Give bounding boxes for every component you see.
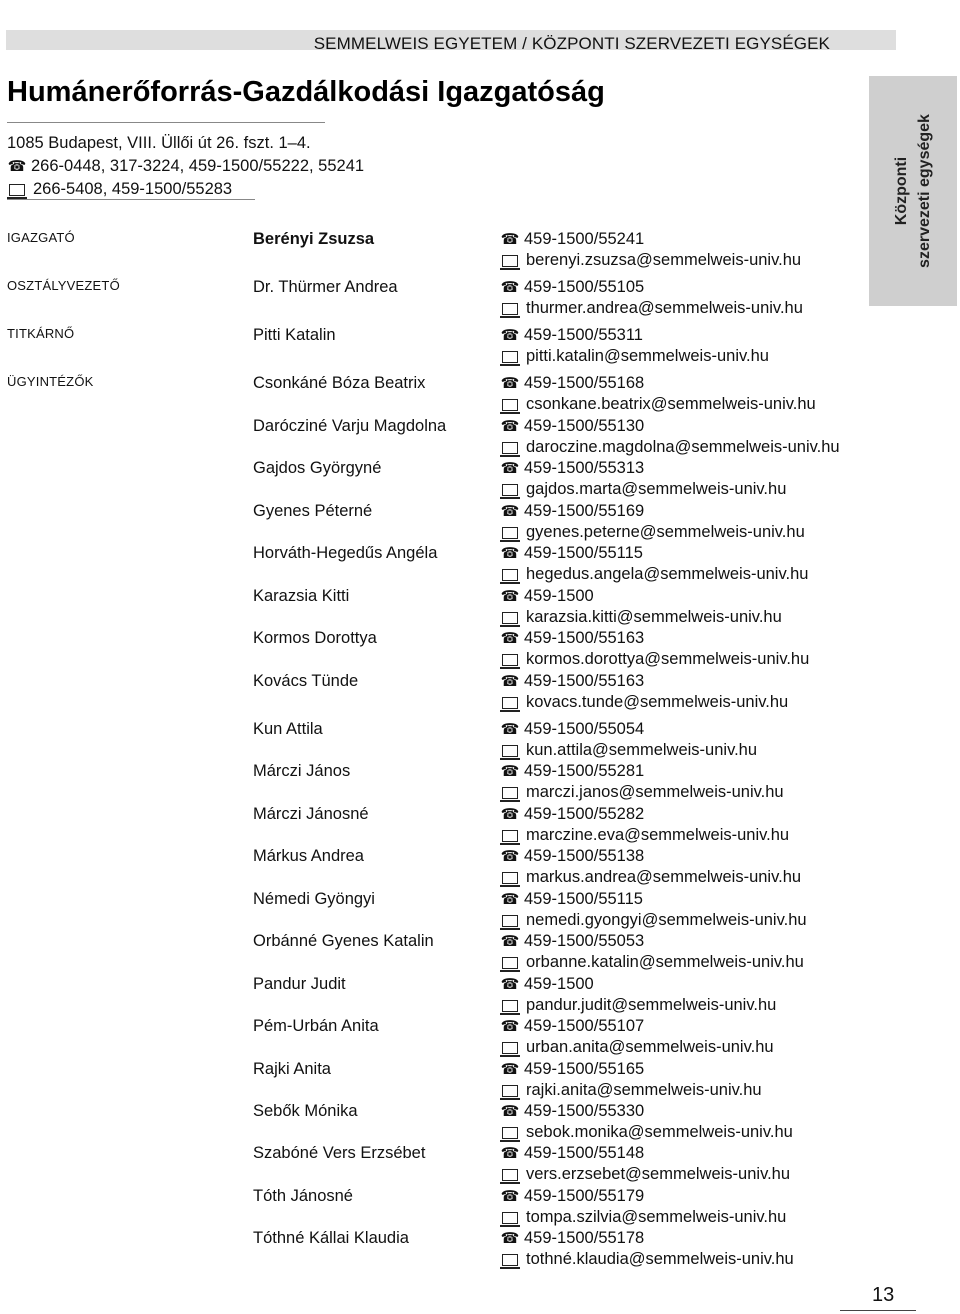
staff-email[interactable] <box>500 693 788 712</box>
computer-icon <box>502 1042 518 1054</box>
staff-email[interactable] <box>500 395 816 414</box>
staff-email[interactable] <box>500 1250 794 1269</box>
staff-email-address[interactable]: csonkane.beatrix@semmelweis-univ.hu <box>526 395 816 413</box>
staff-email[interactable] <box>500 251 801 270</box>
staff-name: Kormos Dorottya <box>253 629 377 647</box>
computer-icon <box>502 787 518 799</box>
staff-email-address[interactable]: daroczine.magdolna@semmelweis-univ.hu <box>526 438 840 456</box>
staff-name: Rajki Anita <box>253 1060 331 1078</box>
header-bar <box>6 30 896 53</box>
phone-icon: ☎ <box>500 933 520 950</box>
staff-email[interactable] <box>500 650 809 669</box>
staff-name: Karazsia Kitti <box>253 587 350 605</box>
phone-icon: ☎ <box>500 1061 520 1078</box>
phone-icon: ☎ <box>500 848 520 865</box>
staff-row <box>0 278 860 322</box>
title-divider <box>7 122 325 123</box>
staff-email-address[interactable]: sebok.monika@semmelweis-univ.hu <box>526 1123 793 1141</box>
staff-phone <box>500 1187 644 1206</box>
phone-icon: ☎ <box>500 1230 520 1247</box>
page-number-rule <box>840 1310 916 1311</box>
phone-icon: ☎ <box>500 545 520 562</box>
phone-icon: ☎ <box>500 721 520 738</box>
computer-icon <box>502 1212 518 1224</box>
staff-phone-number: 459-1500/55313 <box>524 459 645 477</box>
staff-phone-number: 459-1500/55138 <box>524 847 645 865</box>
staff-email-address[interactable]: vers.erzsebet@semmelweis-univ.hu <box>526 1165 791 1183</box>
staff-email-address[interactable]: kormos.dorottya@semmelweis-univ.hu <box>526 650 810 668</box>
fax-line <box>7 180 232 199</box>
computer-icon <box>502 957 518 969</box>
computer-icon <box>502 830 518 842</box>
computer-icon <box>502 569 518 581</box>
staff-phone <box>500 805 644 824</box>
staff-email[interactable] <box>500 826 789 845</box>
staff-phone-number: 459-1500/55179 <box>524 1187 645 1205</box>
phone-icon: ☎ <box>500 418 520 435</box>
staff-name: Márczi Jánosné <box>253 805 369 823</box>
staff-phone-number: 459-1500/55168 <box>524 374 645 392</box>
staff-email-address[interactable]: thurmer.andrea@semmelweis-univ.hu <box>526 299 803 317</box>
staff-phone <box>500 278 644 297</box>
staff-phone-number: 459-1500/55163 <box>524 672 645 690</box>
fax-numbers: 266-5408, 459-1500/55283 <box>33 180 233 198</box>
staff-phone-number: 459-1500/55105 <box>524 278 645 296</box>
staff-email[interactable] <box>500 1081 762 1100</box>
staff-phone-number: 459-1500/55178 <box>524 1229 645 1247</box>
staff-phone <box>500 672 644 691</box>
staff-email[interactable] <box>500 480 786 499</box>
computer-icon <box>502 654 518 666</box>
staff-row <box>0 587 860 631</box>
staff-row <box>0 1102 860 1146</box>
phone-icon: ☎ <box>500 279 520 296</box>
staff-name: Orbánné Gyenes Katalin <box>253 932 434 950</box>
staff-email-address[interactable]: kun.attila@semmelweis-univ.hu <box>526 741 758 759</box>
computer-icon <box>502 1000 518 1012</box>
staff-row <box>0 932 860 976</box>
computer-icon <box>502 872 518 884</box>
staff-row <box>0 1187 860 1231</box>
staff-phone <box>500 544 643 563</box>
phone-icon: ☎ <box>500 460 520 477</box>
computer-icon <box>502 255 518 267</box>
phone-icon: ☎ <box>500 976 520 993</box>
staff-phone-number: 459-1500/55148 <box>524 1144 645 1162</box>
staff-phone <box>500 459 644 478</box>
staff-name: Márkus Andrea <box>253 847 364 865</box>
staff-email[interactable] <box>500 1208 786 1227</box>
staff-email[interactable] <box>500 953 804 972</box>
staff-phone <box>500 587 594 606</box>
computer-icon <box>502 484 518 496</box>
computer-icon <box>502 612 518 624</box>
computer-icon <box>502 915 518 927</box>
side-tab-label: Központi szervezeti egységek <box>893 114 933 268</box>
staff-phone <box>500 374 644 393</box>
staff-role: IGAZGATÓ <box>7 230 75 245</box>
staff-role: TITKÁRNŐ <box>7 326 75 341</box>
staff-email[interactable] <box>500 608 782 627</box>
staff-name: Némedi Gyöngyi <box>253 890 375 908</box>
address: 1085 Budapest, VIII. Üllői út 26. fszt. 1–4. <box>7 134 311 152</box>
staff-phone <box>500 417 644 436</box>
computer-icon <box>502 745 518 757</box>
staff-phone-number: 459-1500/55311 <box>524 326 643 344</box>
staff-row <box>0 975 860 1019</box>
staff-phone <box>500 230 644 249</box>
phone-icon: ☎ <box>500 891 520 908</box>
phone-icon: ☎ <box>500 1103 520 1120</box>
staff-email-address[interactable]: gyenes.peterne@semmelweis-univ.hu <box>526 523 805 541</box>
staff-phone-number: 459-1500/55282 <box>524 805 645 823</box>
phone-icon: ☎ <box>500 763 520 780</box>
staff-email-address[interactable]: urban.anita@semmelweis-univ.hu <box>526 1038 774 1056</box>
header-text: SEMMELWEIS EGYETEM / KÖZPONTI SZERVEZETI EGYSÉGEK <box>313 34 830 53</box>
staff-row <box>0 459 860 503</box>
staff-phone <box>500 975 594 994</box>
phone-icon: ☎ <box>500 231 520 248</box>
phone-icon: ☎ <box>500 806 520 823</box>
computer-icon <box>502 1169 518 1181</box>
staff-name: Kovács Tünde <box>253 672 359 690</box>
computer-icon <box>502 1127 518 1139</box>
staff-name: Gajdos Györgyné <box>253 459 382 477</box>
computer-icon <box>502 1254 518 1266</box>
staff-name: Csonkáné Bóza Beatrix <box>253 374 426 392</box>
staff-email-address[interactable]: hegedus.angela@semmelweis-univ.hu <box>526 565 809 583</box>
staff-phone-number: 459-1500/55169 <box>524 502 645 520</box>
staff-phone-number: 459-1500 <box>524 975 594 993</box>
staff-email-address[interactable]: tompa.szilvia@semmelweis-univ.hu <box>526 1208 787 1226</box>
staff-email-address[interactable]: pitti.katalin@semmelweis-univ.hu <box>526 347 769 365</box>
staff-email-address[interactable]: marczi.janos@semmelweis-univ.hu <box>526 783 784 801</box>
staff-phone <box>500 932 644 951</box>
phone-icon: ☎ <box>500 588 520 605</box>
staff-email[interactable] <box>500 868 801 887</box>
staff-phone-number: 459-1500/55330 <box>524 1102 645 1120</box>
staff-email-address[interactable]: rajki.anita@semmelweis-univ.hu <box>526 1081 762 1099</box>
computer-icon <box>502 697 518 709</box>
staff-row <box>0 1229 860 1273</box>
staff-row <box>0 326 860 370</box>
phone-icon: ☎ <box>500 1188 520 1205</box>
staff-row <box>0 1060 860 1104</box>
staff-row <box>0 805 860 849</box>
staff-row <box>0 417 860 461</box>
staff-email-address[interactable]: berenyi.zsuzsa@semmelweis-univ.hu <box>526 251 802 269</box>
staff-name: Szabóné Vers Erzsébet <box>253 1144 426 1162</box>
computer-icon <box>502 527 518 539</box>
phone-icon: ☎ <box>500 503 520 520</box>
staff-email-address[interactable]: nemedi.gyongyi@semmelweis-univ.hu <box>526 911 807 929</box>
staff-name: Sebők Mónika <box>253 1102 358 1120</box>
staff-name: Gyenes Péterné <box>253 502 373 520</box>
staff-phone <box>500 720 644 739</box>
staff-email-address[interactable]: orbanne.katalin@semmelweis-univ.hu <box>526 953 804 971</box>
staff-name: Tóthné Kállai Klaudia <box>253 1229 409 1247</box>
phone-icon: ☎ <box>500 375 520 392</box>
staff-phone <box>500 890 643 909</box>
staff-row <box>0 672 860 716</box>
staff-phone-number: 459-1500/55054 <box>524 720 645 738</box>
staff-phone-number: 459-1500/55281 <box>524 762 645 780</box>
staff-role: OSZTÁLYVEZETŐ <box>7 278 120 293</box>
staff-email[interactable] <box>500 1038 774 1057</box>
staff-email[interactable] <box>500 783 784 802</box>
staff-email-address[interactable]: karazsia.kitti@semmelweis-univ.hu <box>526 608 782 626</box>
staff-email-address[interactable]: tothné.klaudia@semmelweis-univ.hu <box>526 1250 794 1268</box>
staff-phone-number: 459-1500/55115 <box>524 544 643 562</box>
staff-row <box>0 544 860 588</box>
staff-name: Pém-Urbán Anita <box>253 1017 379 1035</box>
staff-email[interactable] <box>500 741 757 760</box>
staff-row <box>0 720 860 764</box>
address-divider <box>7 199 255 200</box>
staff-email[interactable] <box>500 1123 793 1142</box>
staff-phone-number: 459-1500 <box>524 587 594 605</box>
staff-name: Kun Attila <box>253 720 323 738</box>
staff-phone-number: 459-1500/55165 <box>524 1060 645 1078</box>
staff-name: Berényi Zsuzsa <box>253 230 375 248</box>
staff-phone <box>500 1060 644 1079</box>
computer-icon <box>502 399 518 411</box>
staff-email-address[interactable]: gajdos.marta@semmelweis-univ.hu <box>526 480 787 498</box>
staff-phone <box>500 1144 644 1163</box>
staff-name: Pitti Katalin <box>253 326 336 344</box>
staff-phone-number: 459-1500/55115 <box>524 890 643 908</box>
staff-phone-number: 459-1500/55053 <box>524 932 645 950</box>
staff-row <box>0 502 860 546</box>
staff-phone <box>500 762 644 781</box>
phone-icon: ☎ <box>500 673 520 690</box>
computer-icon <box>502 442 518 454</box>
staff-row <box>0 629 860 673</box>
computer-icon <box>502 303 518 315</box>
staff-row <box>0 762 860 806</box>
staff-phone <box>500 629 644 648</box>
staff-email[interactable] <box>500 996 776 1015</box>
staff-email-address[interactable]: marczine.eva@semmelweis-univ.hu <box>526 826 790 844</box>
fax-icon <box>9 184 25 196</box>
staff-row <box>0 847 860 891</box>
staff-phone <box>500 326 643 345</box>
staff-row <box>0 374 860 418</box>
page-title: Humánerőforrás-Gazdálkodási Igazgatóság <box>7 76 605 108</box>
staff-name: Dr. Thürmer Andrea <box>253 278 398 296</box>
staff-row <box>0 890 860 934</box>
computer-icon <box>502 351 518 363</box>
staff-role: ÜGYINTÉZŐK <box>7 374 94 389</box>
staff-row <box>0 230 860 274</box>
phone-icon: ☎ <box>500 1018 520 1035</box>
phone-icon: ☎ <box>500 1145 520 1162</box>
phone-icon: ☎ <box>7 158 27 175</box>
staff-email[interactable] <box>500 347 769 366</box>
staff-email[interactable] <box>500 911 807 930</box>
staff-name: Pandur Judit <box>253 975 346 993</box>
staff-name: Tóth Jánosné <box>253 1187 353 1205</box>
phone-line <box>7 157 364 176</box>
side-tab <box>869 76 957 306</box>
staff-email[interactable] <box>500 523 805 542</box>
staff-email-address[interactable]: pandur.judit@semmelweis-univ.hu <box>526 996 777 1014</box>
staff-email[interactable] <box>500 438 840 457</box>
phone-numbers: 266-0448, 317-3224, 459-1500/55222, 55241 <box>31 157 365 175</box>
staff-name: Márczi János <box>253 762 351 780</box>
staff-email-address[interactable]: markus.andrea@semmelweis-univ.hu <box>526 868 802 886</box>
staff-email[interactable] <box>500 1165 790 1184</box>
staff-email[interactable] <box>500 299 803 318</box>
staff-phone-number: 459-1500/55241 <box>524 230 645 248</box>
staff-phone-number: 459-1500/55130 <box>524 417 645 435</box>
staff-phone <box>500 502 644 521</box>
staff-phone <box>500 1102 644 1121</box>
phone-icon: ☎ <box>500 327 520 344</box>
staff-phone-number: 459-1500/55163 <box>524 629 645 647</box>
staff-row <box>0 1017 860 1061</box>
staff-phone-number: 459-1500/55107 <box>524 1017 645 1035</box>
staff-phone <box>500 1017 644 1036</box>
staff-row <box>0 1144 860 1188</box>
page-number: 13 <box>872 1284 895 1306</box>
staff-phone <box>500 847 644 866</box>
phone-icon: ☎ <box>500 630 520 647</box>
staff-email[interactable] <box>500 565 808 584</box>
staff-phone <box>500 1229 644 1248</box>
computer-icon <box>502 1085 518 1097</box>
staff-name: Horváth-Hegedűs Angéla <box>253 544 438 562</box>
staff-email-address[interactable]: kovacs.tunde@semmelweis-univ.hu <box>526 693 789 711</box>
staff-name: Darócziné Varju Magdolna <box>253 417 447 435</box>
